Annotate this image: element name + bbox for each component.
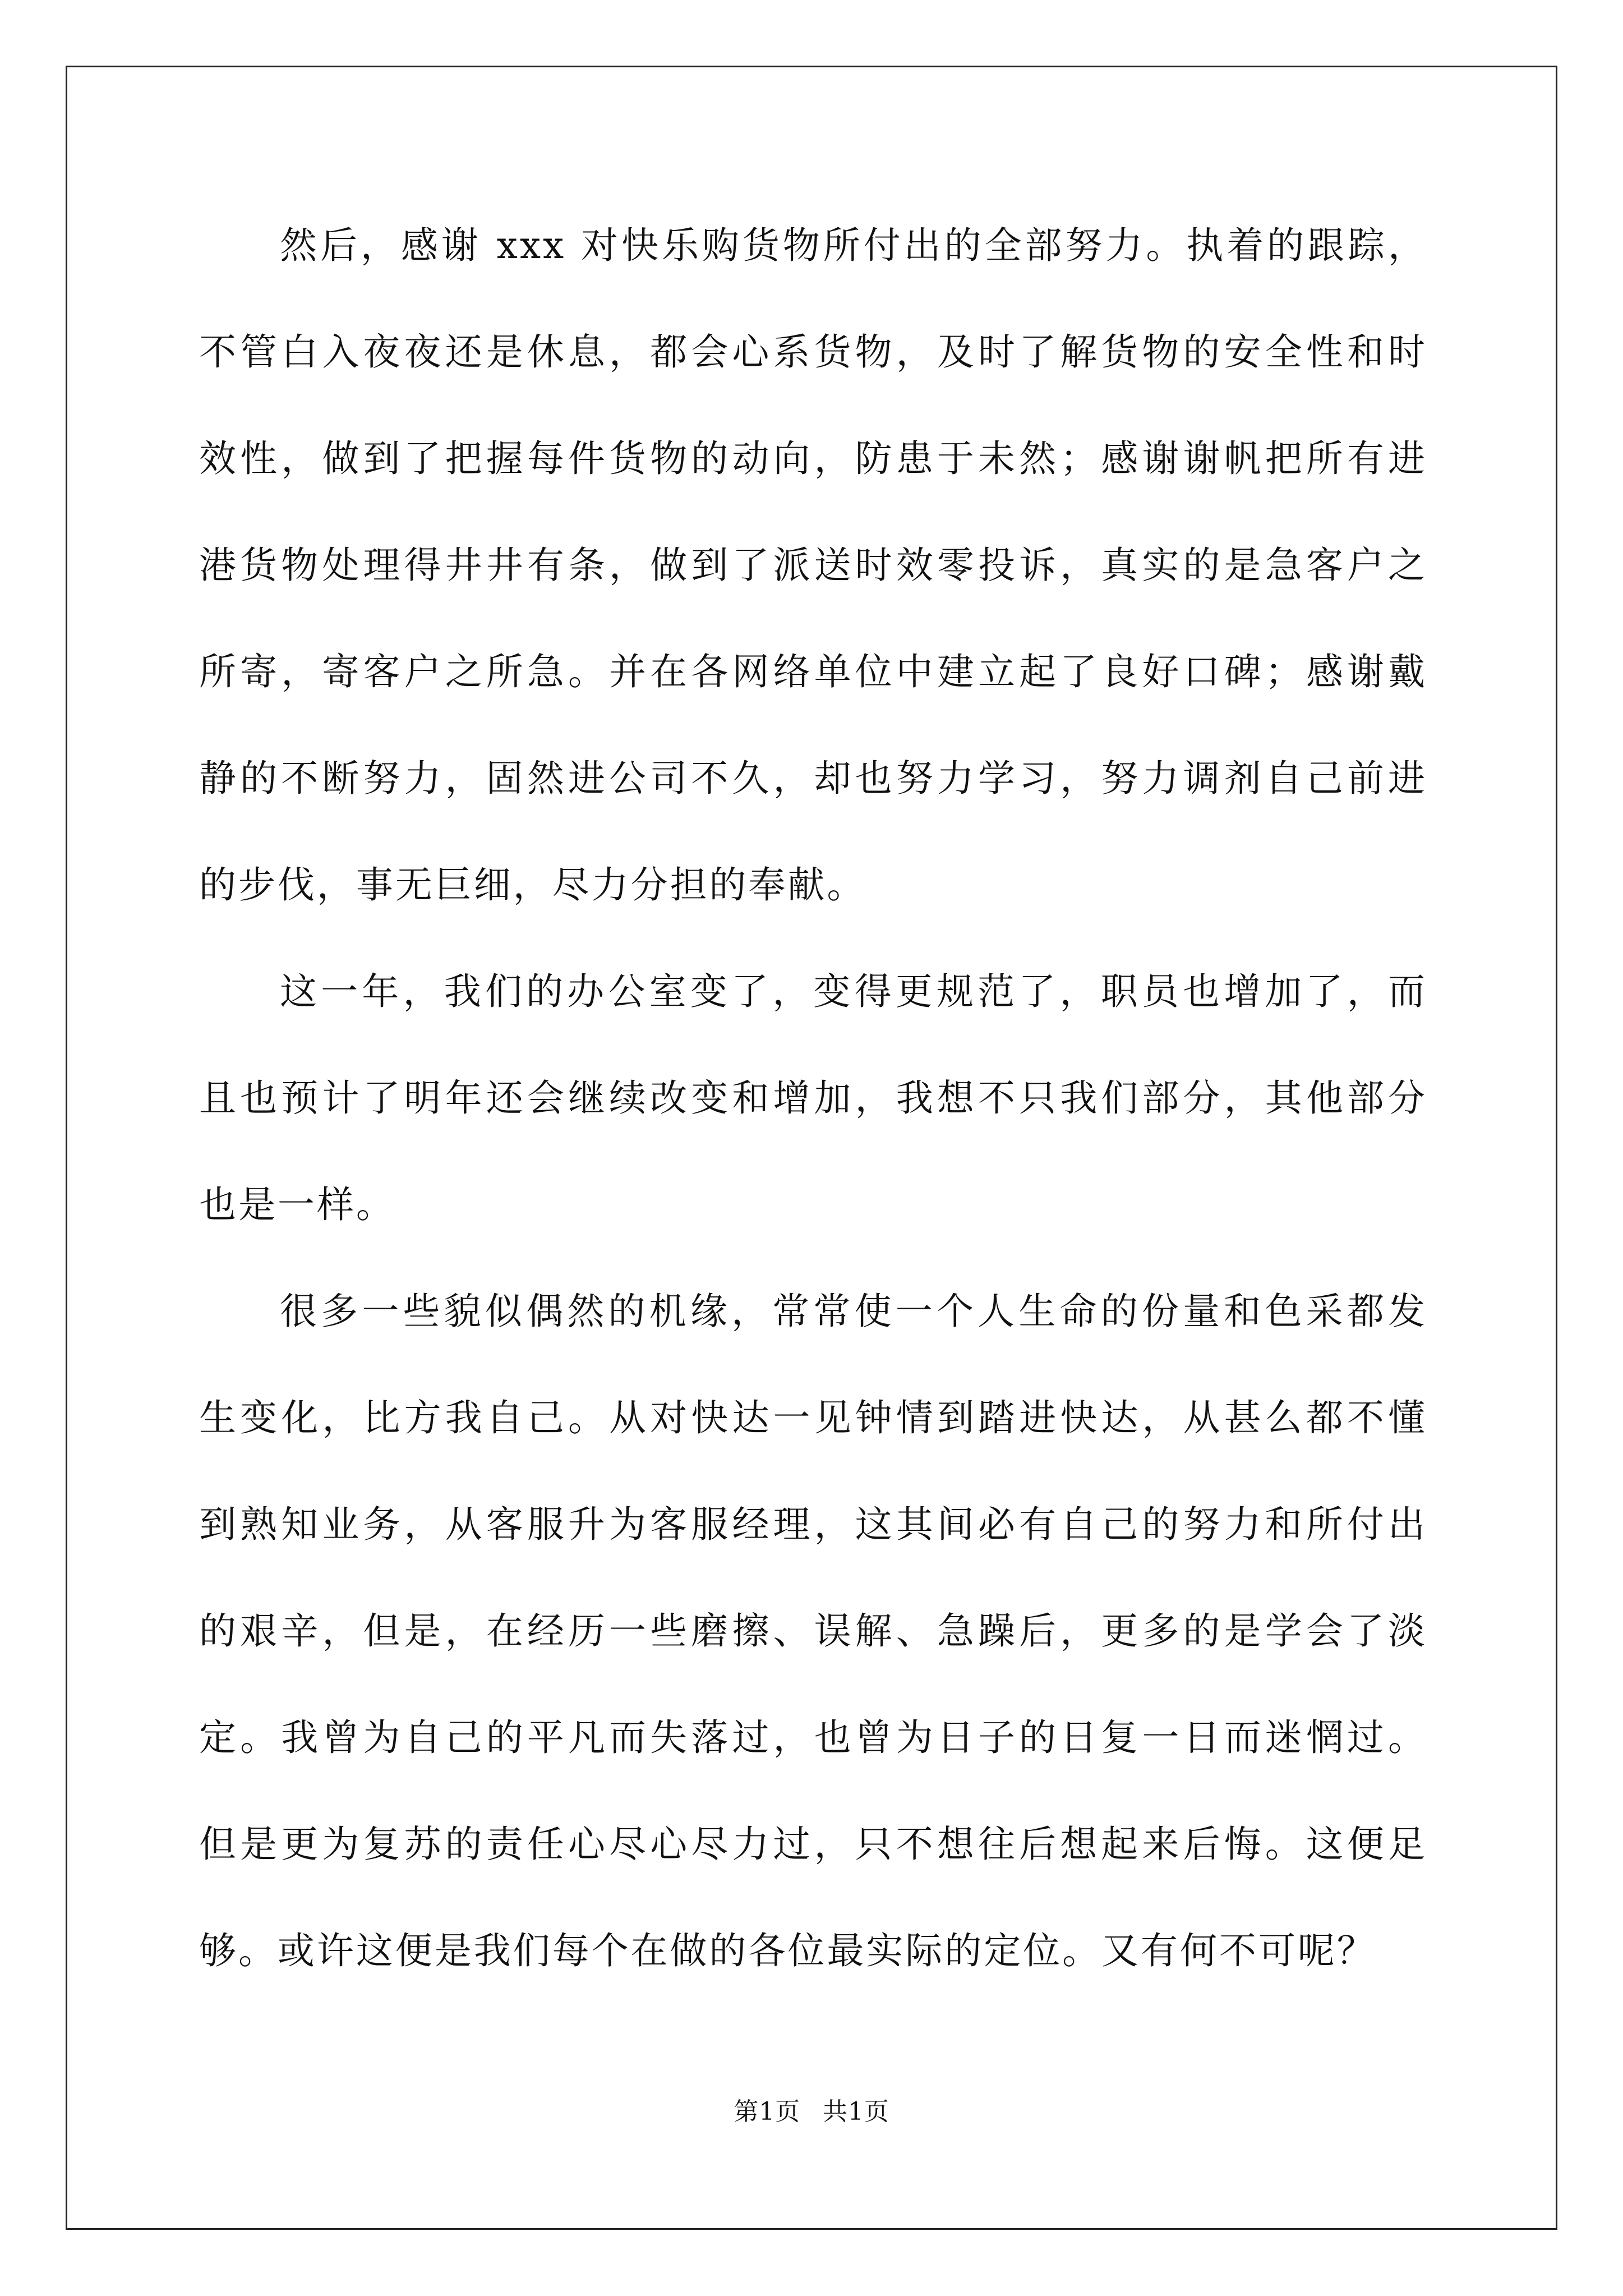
paragraph-1-line-4: 港货物处理得井井有条，做到了派送时效零投诉，真实的是急客户之: [199, 544, 1427, 587]
paragraph-1-line-6: 静的不断努力，固然进公司不久，却也努力学习，努力调剂自己前进: [199, 757, 1427, 800]
page-number-current: 第1页: [734, 2097, 800, 2126]
paragraph-3-line-3: 到熟知业务，从客服升为客服经理，这其间必有自己的努力和所付出: [199, 1503, 1427, 1546]
page-footer: [0, 2095, 1623, 2129]
document-body: [199, 212, 1427, 2024]
paragraph-3-line-7: 够。或许这便是我们每个在做的各位最实际的定位。又有何不可呢？: [199, 1929, 1376, 1972]
paragraph-3-line-2: 生变化，比方我自己。从对快达一见钟情到踏进快达，从甚么都不懂: [199, 1396, 1427, 1439]
paragraph-2-line-2: 且也预计了明年还会继续改变和增加，我想不只我们部分，其他部分: [199, 1076, 1427, 1120]
paragraph-1-line-1: 然后，感谢 xxx 对快乐购货物所付出的全部努力。执着的跟踪，: [280, 224, 1427, 267]
paragraph-3-line-5: 定。我曾为自己的平凡而失落过，也曾为日子的日复一日而迷惘过。: [199, 1716, 1427, 1759]
paragraph-1-line-7: 的步伐，事无巨细，尽力分担的奉献。: [199, 863, 866, 907]
paragraph-3-line-4: 的艰辛，但是，在经历一些磨擦、误解、急躁后，更多的是学会了淡: [199, 1609, 1427, 1653]
paragraph-3-line-1: 很多一些貌似偶然的机缘，常常使一个人生命的份量和色采都发: [280, 1290, 1427, 1333]
paragraph-2-line-3: 也是一样。: [199, 1183, 395, 1226]
paragraph-2-line-1: 这一年，我们的办公室变了，变得更规范了，职员也增加了，而: [280, 970, 1427, 1013]
paragraph-1-line-3: 效性，做到了把握每件货物的动向，防患于未然；感谢谢帆把所有进: [199, 437, 1427, 480]
paragraph-3-line-6: 但是更为复苏的责任心尽心尽力过，只不想往后想起来后悔。这便足: [199, 1823, 1427, 1866]
paragraph-1-line-2: 不管白入夜夜还是休息，都会心系货物，及时了解货物的安全性和时: [199, 330, 1427, 374]
page-number-total: 共1页: [823, 2097, 889, 2126]
paragraph-1-line-5: 所寄，寄客户之所急。并在各网络单位中建立起了良好口碑；感谢戴: [199, 650, 1427, 693]
